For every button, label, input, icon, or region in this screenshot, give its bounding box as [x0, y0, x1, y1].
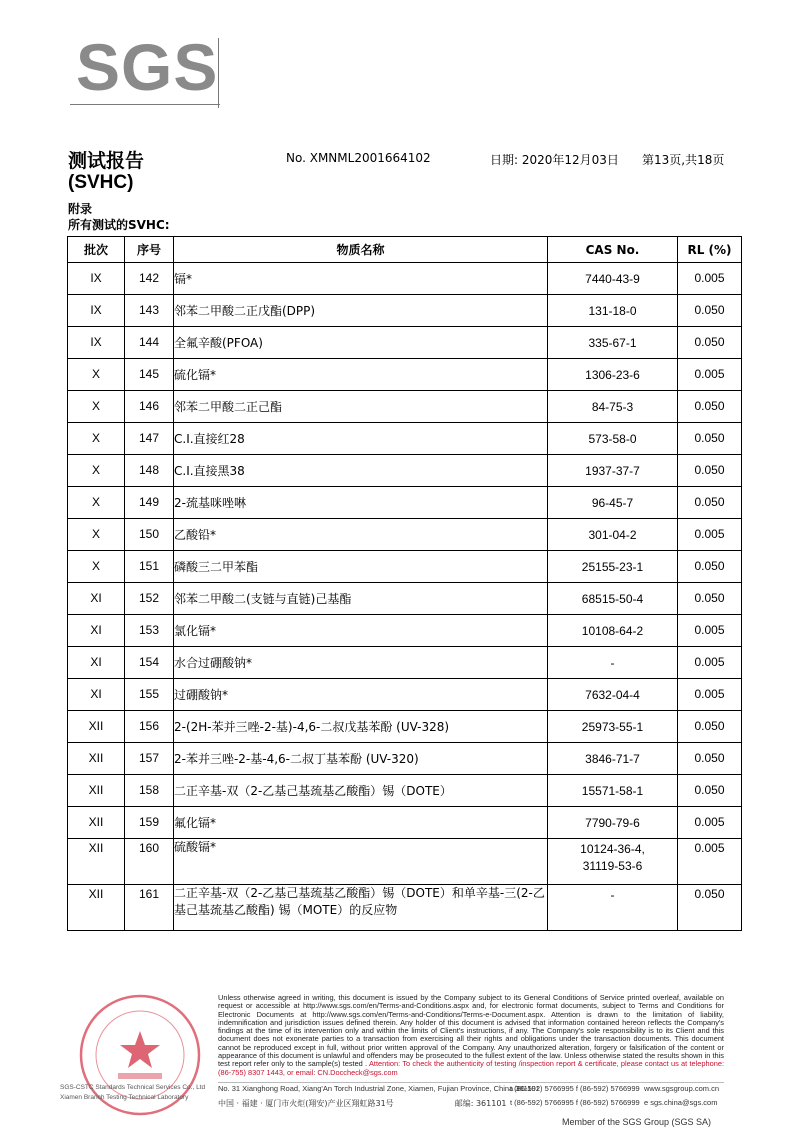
col-header-substance: 物质名称 — [174, 237, 548, 263]
table-row — [68, 327, 742, 359]
logo-rule-horizontal — [70, 104, 220, 105]
table-row — [68, 839, 742, 885]
cell-rl: 0.005 — [678, 519, 742, 551]
col-header-number: 序号 — [125, 237, 174, 263]
cell-cas: 131-18-0 — [548, 295, 678, 327]
cell-rl: 0.005 — [678, 359, 742, 391]
cell-rl: 0.050 — [678, 885, 742, 931]
cell-cas: 96-45-7 — [548, 487, 678, 519]
postcode-chinese: 邮编: 361101 — [454, 1099, 507, 1108]
table-row — [68, 519, 742, 551]
cell-rl: 0.050 — [678, 455, 742, 487]
cell-batch: XII — [68, 775, 125, 807]
cell-number: 154 — [125, 647, 174, 679]
cell-substance: 过硼酸钠* — [174, 679, 548, 711]
cell-rl: 0.050 — [678, 711, 742, 743]
cell-cas: 1937-37-7 — [548, 455, 678, 487]
cell-substance: 2-苯并三唑-2-基-4,6-二叔丁基苯酚 (UV-320) — [174, 743, 548, 775]
phone-chinese: t (86-592) 5766995 f (86-592) 5766999 — [510, 1098, 640, 1107]
cell-substance: C.I.直接红28 — [174, 423, 548, 455]
address-chinese — [218, 1098, 507, 1109]
cell-cas: 10108-64-2 — [548, 615, 678, 647]
cell-substance: 邻苯二甲酸二正戊酯(DPP) — [174, 295, 548, 327]
cell-cas: 3846-71-7 — [548, 743, 678, 775]
cell-batch: X — [68, 551, 125, 583]
footer-divider — [218, 1082, 724, 1083]
cell-substance: 邻苯二甲酸二正己酯 — [174, 391, 548, 423]
cell-substance: 磷酸三二甲苯酯 — [174, 551, 548, 583]
report-date: 日期: 2020年12月03日 — [490, 153, 619, 167]
cell-substance: 氯化镉* — [174, 615, 548, 647]
cell-substance: 邻苯二甲酸二(支链与直链)己基酯 — [174, 583, 548, 615]
cell-batch: X — [68, 359, 125, 391]
cell-batch: IX — [68, 263, 125, 295]
table-row — [68, 743, 742, 775]
cell-batch: XI — [68, 583, 125, 615]
cell-cas: 7440-43-9 — [548, 263, 678, 295]
cell-cas: 301-04-2 — [548, 519, 678, 551]
cell-rl: 0.050 — [678, 551, 742, 583]
cell-cas: 68515-50-4 — [548, 583, 678, 615]
table-row — [68, 647, 742, 679]
table-row — [68, 487, 742, 519]
cell-substance: 二正辛基-双（2-乙基己基巯基乙酸酯）锡（DOTE）和单辛基-三(2-乙基己基巯基乙酸酯) 锡（MOTE）的反应物 — [174, 885, 548, 931]
lab-name: SGS-CSTC Standards Technical Services Co., Ltd — [60, 1084, 206, 1091]
table-row — [68, 295, 742, 327]
cell-batch: XI — [68, 679, 125, 711]
cell-batch: XII — [68, 711, 125, 743]
table-row — [68, 615, 742, 647]
cell-substance: 氟化镉* — [174, 807, 548, 839]
page-indicator: 第13页,共18页 — [642, 153, 725, 167]
cell-number: 146 — [125, 391, 174, 423]
cell-batch: X — [68, 487, 125, 519]
disclaimer-text: Unless otherwise agreed in writing, this document is issued by the Company subject to its General Conditions of Service printed overleaf, available on request or accessible at http://www.sgs.com/en/Terms-and-Conditions.aspx and, for electronic format documents, subject to Terms and Conditions for Electronic Documents at http://www.sgs.com/en/Terms-and-Conditions/Terms-e-Document.aspx. Attention is drawn to the limitation of liability, indemnification and jurisdiction issues defined therein. Any holder of this document is advised that information contained hereon reflects the Company's findings at the time of its intervention only and within the limits of Client's instructions, if any. The Company's sole responsibility is to its Client and this document does not exonerate parties to a transaction from exercising all their rights and obligations under the transaction documents. This document cannot be reproduced except in full, without prior written approval of the Company. Any unauthorized alteration, forgery or falsification of the content or appearance of this document is unlawful and offenders may be prosecuted to the fullest extent of the law. Unless otherwise stated the results shown in this test report refer only to the sample(s) tested . — [218, 993, 724, 1069]
cell-number: 159 — [125, 807, 174, 839]
cell-rl: 0.005 — [678, 263, 742, 295]
col-header-batch: 批次 — [68, 237, 125, 263]
cell-substance: 镉* — [174, 263, 548, 295]
cell-substance: C.I.直接黑38 — [174, 455, 548, 487]
svhc-table — [67, 236, 742, 931]
logo-rule-vertical — [218, 38, 219, 108]
cell-rl: 0.050 — [678, 295, 742, 327]
cell-number: 148 — [125, 455, 174, 487]
report-subtitle: (SVHC) — [68, 172, 134, 193]
table-row — [68, 807, 742, 839]
cell-cas: 7790-79-6 — [548, 807, 678, 839]
table-body — [68, 263, 742, 931]
cell-substance: 全氟辛酸(PFOA) — [174, 327, 548, 359]
cell-cas: 7632-04-4 — [548, 679, 678, 711]
cell-number: 157 — [125, 743, 174, 775]
cell-cas: - — [548, 885, 678, 931]
cell-batch: IX — [68, 327, 125, 359]
cell-cas: 1306-23-6 — [548, 359, 678, 391]
sgs-logo — [70, 30, 220, 108]
cell-number: 158 — [125, 775, 174, 807]
cell-rl: 0.050 — [678, 423, 742, 455]
cell-batch: X — [68, 519, 125, 551]
cell-cas: 84-75-3 — [548, 391, 678, 423]
table-row — [68, 679, 742, 711]
cell-rl: 0.005 — [678, 647, 742, 679]
cell-batch: IX — [68, 295, 125, 327]
table-row — [68, 711, 742, 743]
cell-cas: 25973-55-1 — [548, 711, 678, 743]
cell-batch: XII — [68, 839, 125, 885]
cell-batch: X — [68, 423, 125, 455]
cell-substance: 2-(2H-苯并三唑-2-基)-4,6-二叔戊基苯酚 (UV-328) — [174, 711, 548, 743]
cell-substance: 乙酸铅* — [174, 519, 548, 551]
col-header-cas: CAS No. — [548, 237, 678, 263]
cell-batch: XII — [68, 885, 125, 931]
table-header-row — [68, 237, 742, 263]
table-row — [68, 583, 742, 615]
cell-batch: X — [68, 455, 125, 487]
cell-rl: 0.050 — [678, 583, 742, 615]
cell-cas: 15571-58-1 — [548, 775, 678, 807]
table-row — [68, 885, 742, 931]
cell-number: 144 — [125, 327, 174, 359]
cell-substance: 硫酸镉* — [174, 839, 548, 885]
cell-rl: 0.050 — [678, 391, 742, 423]
cell-number: 156 — [125, 711, 174, 743]
cell-rl: 0.050 — [678, 743, 742, 775]
section-heading: 所有测试的SVHC: — [68, 218, 170, 232]
cell-batch: X — [68, 391, 125, 423]
cell-rl: 0.005 — [678, 807, 742, 839]
cell-rl: 0.005 — [678, 839, 742, 885]
table-row — [68, 391, 742, 423]
authenticity-notice: Attention: To check the authenticity of testing /inspection report & certificate, please contact us at telephone: (86-755) 8307 1443, or email: CN.Doccheck@sgs.com — [218, 1059, 724, 1077]
cell-substance: 硫化镉* — [174, 359, 548, 391]
cell-rl: 0.050 — [678, 775, 742, 807]
cell-batch: XII — [68, 807, 125, 839]
cell-number: 160 — [125, 839, 174, 885]
table-row — [68, 359, 742, 391]
cell-number: 161 — [125, 885, 174, 931]
cell-rl: 0.005 — [678, 679, 742, 711]
phone-english: t (86-592) 5766995 f (86-592) 5766999 — [510, 1084, 640, 1093]
table-row — [68, 775, 742, 807]
col-header-rl: RL (%) — [678, 237, 742, 263]
cell-number: 155 — [125, 679, 174, 711]
cell-substance: 二正辛基-双（2-乙基己基巯基乙酸酯）锡（DOTE） — [174, 775, 548, 807]
website-link[interactable]: www.sgsgroup.com.cn — [644, 1084, 720, 1093]
cell-number: 145 — [125, 359, 174, 391]
address-english: No. 31 Xianghong Road, Xiang'An Torch Industrial Zone, Xiamen, Fujian Province, China 361101 — [218, 1084, 540, 1093]
cell-cas: 10124-36-4, 31119-53-6 — [548, 839, 678, 885]
table-row — [68, 551, 742, 583]
table-row — [68, 263, 742, 295]
cell-cas: 25155-23-1 — [548, 551, 678, 583]
cell-cas: - — [548, 647, 678, 679]
report-number: No. XMNML2001664102 — [286, 151, 431, 165]
report-title: 测试报告 — [68, 150, 145, 172]
appendix-label: 附录 — [68, 202, 93, 216]
cell-batch: XI — [68, 647, 125, 679]
cell-batch: XI — [68, 615, 125, 647]
cell-number: 149 — [125, 487, 174, 519]
cell-number: 151 — [125, 551, 174, 583]
cell-number: 152 — [125, 583, 174, 615]
cell-substance: 2-巯基咪唑啉 — [174, 487, 548, 519]
cell-number: 142 — [125, 263, 174, 295]
cell-rl: 0.050 — [678, 327, 742, 359]
legal-disclaimer — [218, 994, 724, 1077]
cell-number: 150 — [125, 519, 174, 551]
cell-cas: 335-67-1 — [548, 327, 678, 359]
member-note: Member of the SGS Group (SGS SA) — [562, 1117, 712, 1127]
cell-number: 147 — [125, 423, 174, 455]
table-row — [68, 423, 742, 455]
cell-batch: XII — [68, 743, 125, 775]
logo-text: SGS — [76, 30, 219, 104]
email-link[interactable]: e sgs.china@sgs.com — [644, 1098, 718, 1107]
cell-cas: 573-58-0 — [548, 423, 678, 455]
address-chinese-text: 中国 · 福建 · 厦门市火炬(翔安)产业区翔虹路31号 — [218, 1099, 394, 1108]
cell-number: 143 — [125, 295, 174, 327]
cell-rl: 0.005 — [678, 615, 742, 647]
cell-substance: 水合过硼酸钠* — [174, 647, 548, 679]
cell-number: 153 — [125, 615, 174, 647]
table-row — [68, 455, 742, 487]
cell-rl: 0.050 — [678, 487, 742, 519]
lab-branch: Xiamen Branch Testing Technical Laboratory — [60, 1094, 189, 1101]
